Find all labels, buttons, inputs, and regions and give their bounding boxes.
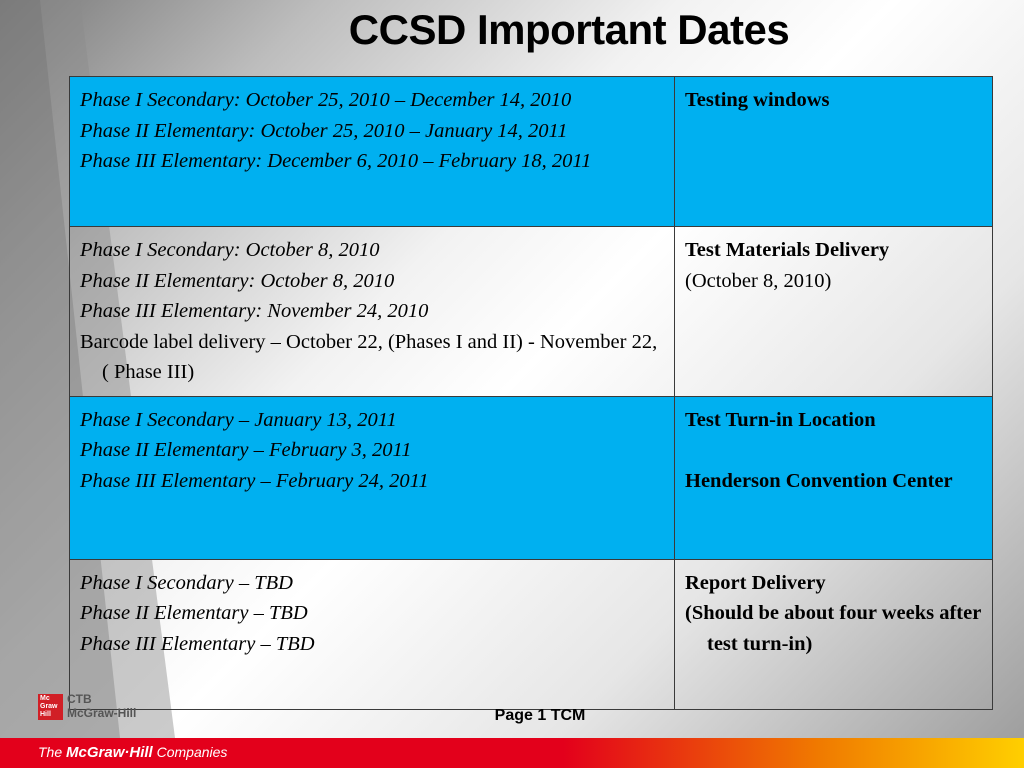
phase-date-line: Phase II Elementary – TBD: [80, 602, 308, 624]
event-description-line: Testing windows: [685, 89, 830, 111]
mcgraw-hill-logo-mark: [38, 694, 63, 720]
phase-date-line: Phase I Secondary – TBD: [80, 571, 293, 594]
dates-table-body: [70, 77, 993, 710]
phase-date-line: Phase I Secondary: October 8, 2010: [80, 239, 380, 261]
event-description-line: [685, 435, 982, 466]
phase-date-line: Barcode label delivery – October 22, (Phases I and II) - November 22, ( Phase III): [80, 330, 658, 383]
event-description-line: Report Delivery: [685, 571, 826, 594]
event-description-line: Henderson Convention Center: [685, 469, 953, 492]
event-description-line: (October 8, 2010): [685, 269, 832, 292]
footer-brand: [38, 744, 227, 761]
phase-date-line: Phase III Elementary – TBD: [80, 632, 315, 655]
phase-date-line: Phase III Elementary – February 24, 2011: [80, 469, 429, 492]
event-description-cell: [675, 396, 993, 559]
event-description-cell: [675, 227, 993, 397]
phase-date-line: Phase III Elementary: November 24, 2010: [80, 300, 429, 322]
phase-date-line: Phase I Secondary – January 13, 2011: [80, 408, 397, 431]
event-description-cell: [675, 559, 993, 709]
phase-date-line: Phase II Elementary: October 8, 2010: [80, 269, 395, 292]
logo-mark-text: Mc Graw Hill: [40, 695, 58, 718]
table-row: [70, 559, 993, 709]
phase-date-line: Phase II Elementary – February 3, 2011: [80, 439, 412, 461]
phase-dates-cell: [70, 227, 675, 397]
phase-dates-cell: [70, 77, 675, 227]
page-label: Page 1 TCM: [494, 707, 586, 724]
ctb-logo-line1: CTB: [67, 692, 92, 706]
table-row: [70, 227, 993, 397]
footer-brand-prefix: The: [38, 744, 67, 760]
footer-brand-name: McGraw·Hill: [66, 744, 153, 761]
table-row: [70, 396, 993, 559]
footer-brand-suffix: Companies: [152, 744, 228, 760]
event-description-cell: [675, 77, 993, 227]
phase-date-line: Phase III Elementary: December 6, 2010 – February 18, 2011: [80, 150, 592, 172]
event-description-line: Test Turn-in Location: [685, 408, 876, 431]
phase-date-line: Phase I Secondary: October 25, 2010 – December 14, 2010: [80, 89, 572, 111]
page-title: CCSD Important Dates: [348, 6, 790, 53]
dates-table: [69, 76, 993, 710]
ctb-logo-line2: McGraw-Hill: [67, 706, 137, 720]
phase-dates-cell: [70, 559, 675, 709]
event-description-line: Test Materials Delivery: [685, 239, 890, 261]
table-row: [70, 77, 993, 227]
phase-dates-cell: [70, 396, 675, 559]
event-description-line: (Should be about four weeks after test turn-in): [685, 602, 981, 655]
phase-date-line: Phase II Elementary: October 25, 2010 – January 14, 2011: [80, 119, 568, 142]
ctb-logo: [67, 692, 136, 720]
